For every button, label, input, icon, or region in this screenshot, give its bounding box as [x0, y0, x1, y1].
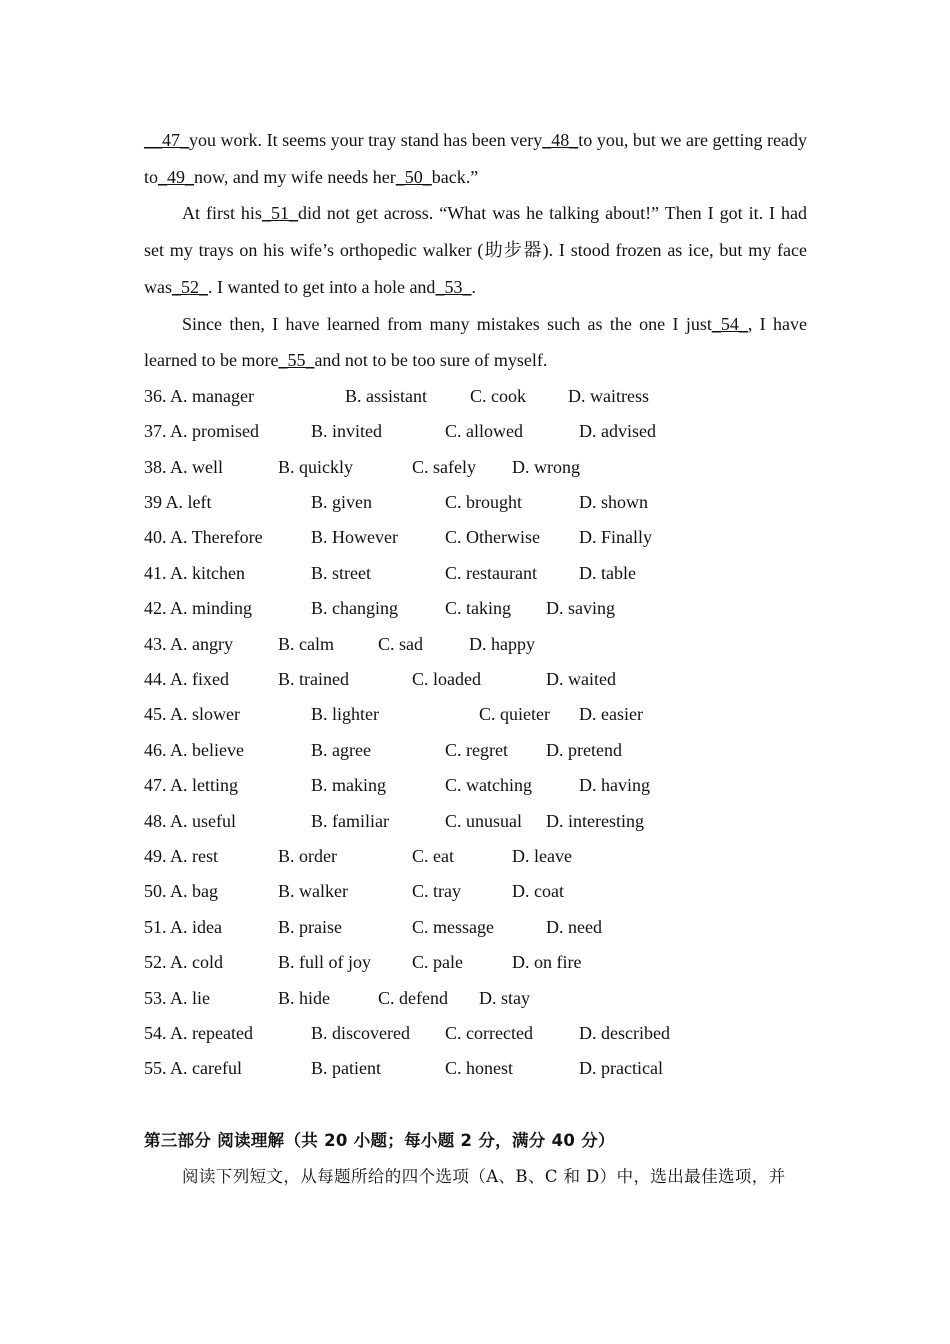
exam-page	[144, 122, 807, 1195]
text: did not get across. “What was he talking about!” Then I got it. I had set my trays on his wife’s orthopedic walker (助步器). I stood frozen as ice, but my face was	[144, 203, 807, 297]
option-c: C. Otherwise	[445, 527, 540, 548]
passage-paragraph-2	[144, 195, 807, 305]
option-b: B. However	[311, 527, 398, 548]
option-c: C. allowed	[445, 421, 523, 442]
option-d: D. on fire	[512, 952, 582, 973]
option-d: D. easier	[579, 704, 643, 725]
blank-47: __47_	[144, 130, 189, 150]
option-a: 38. A. well	[144, 456, 223, 477]
text: now, and my wife needs her	[194, 166, 396, 187]
option-c: C. honest	[445, 1058, 514, 1079]
option-d: D. pretend	[546, 739, 622, 760]
option-c: C. sad	[378, 633, 423, 654]
option-b: B. familiar	[311, 810, 389, 831]
option-b: B. hide	[278, 987, 330, 1008]
option-b: B. given	[311, 492, 372, 513]
option-a: 45. A. slower	[144, 704, 240, 725]
option-c: C. regret	[445, 739, 508, 760]
option-b: B. order	[278, 846, 337, 866]
option-c: C. safely	[412, 456, 476, 477]
option-c: C. loaded	[412, 669, 481, 690]
blank-49: _49_	[158, 166, 195, 187]
question-options-list	[144, 379, 807, 1087]
option-d: D. interesting	[546, 810, 644, 831]
option-d: D. described	[579, 1022, 670, 1043]
option-c: C. message	[412, 916, 494, 937]
blank-55: _55_	[278, 350, 315, 371]
question-row-38	[144, 450, 807, 485]
option-a: 46. A. believe	[144, 739, 244, 760]
option-d: D. having	[579, 775, 650, 796]
text: back.”	[431, 166, 479, 187]
question-row-55	[144, 1051, 807, 1086]
question-row-41	[144, 556, 807, 591]
option-c: C. cook	[470, 385, 526, 406]
text: Since then, I have learned from many mistakes such as the one I just	[182, 313, 712, 334]
option-b: B. discovered	[311, 1022, 410, 1043]
option-c: C. quieter	[479, 704, 550, 725]
option-a: 43. A. angry	[144, 633, 233, 654]
question-row-36	[144, 379, 807, 414]
passage-paragraph-3	[144, 306, 807, 379]
section-title: 第三部分 阅读理解（共 20 小题；每小题 2 分，满分 40 分）	[144, 1130, 615, 1150]
option-a: 53. A. lie	[144, 987, 210, 1008]
blank-52: _52_	[172, 276, 208, 297]
option-d: D. waited	[546, 669, 616, 690]
option-d: D. waitress	[568, 385, 649, 406]
option-b: B. full of joy	[278, 952, 371, 973]
option-b: B. making	[311, 775, 386, 796]
question-row-49	[144, 839, 807, 874]
question-row-43	[144, 627, 807, 662]
question-row-40	[144, 520, 807, 555]
option-d: D. happy	[469, 633, 535, 654]
question-row-51	[144, 910, 807, 945]
option-b: B. patient	[311, 1058, 381, 1079]
option-c: C. eat	[412, 846, 454, 866]
passage-paragraph-1	[144, 122, 807, 195]
option-b: B. invited	[311, 421, 382, 442]
question-row-46	[144, 733, 807, 768]
blank-48: _48_	[542, 130, 579, 150]
text: .	[471, 276, 476, 297]
blank-50: _50_	[395, 166, 432, 187]
option-a: 54. A. repeated	[144, 1022, 253, 1043]
text: and not to be too sure of myself.	[314, 350, 548, 371]
option-a: 41. A. kitchen	[144, 562, 245, 583]
text: you work. It seems your tray stand has been very	[189, 130, 543, 150]
option-d: D. Finally	[579, 527, 653, 548]
option-a: 50. A. bag	[144, 881, 218, 902]
option-d: D. advised	[579, 421, 656, 442]
option-c: C. watching	[445, 775, 532, 796]
option-a: 36. A. manager	[144, 385, 254, 406]
option-b: B. quickly	[278, 456, 353, 477]
question-row-54	[144, 1016, 807, 1051]
option-c: C. brought	[445, 492, 523, 513]
blank-53: _53_	[435, 276, 472, 297]
option-a: 49. A. rest	[144, 846, 218, 866]
option-a: 47. A. letting	[144, 775, 238, 796]
option-d: D. stay	[479, 987, 530, 1008]
option-b: B. changing	[311, 598, 398, 619]
option-d: D. leave	[512, 846, 572, 866]
question-row-39	[144, 485, 807, 520]
option-a: 40. A. Therefore	[144, 527, 263, 548]
option-a: 55. A. careful	[144, 1058, 242, 1079]
option-a: 48. A. useful	[144, 810, 236, 831]
option-b: B. agree	[311, 739, 371, 760]
text: . I wanted to get into a hole and	[208, 276, 436, 297]
option-a: 52. A. cold	[144, 952, 223, 973]
option-a: 51. A. idea	[144, 916, 222, 937]
option-a: 44. A. fixed	[144, 669, 229, 690]
text: At first his	[182, 203, 262, 224]
text: , I have learned to be more	[144, 313, 807, 371]
option-b: B. calm	[278, 633, 334, 654]
option-b: B. lighter	[311, 704, 379, 725]
option-c: C. tray	[412, 881, 461, 902]
option-a: 39 A. left	[144, 492, 212, 513]
blank-54: _54_	[711, 313, 748, 334]
option-d: D. wrong	[512, 456, 580, 477]
question-row-48	[144, 804, 807, 839]
option-c: C. corrected	[445, 1022, 533, 1043]
option-d: D. need	[546, 916, 602, 937]
option-b: B. street	[311, 562, 371, 583]
option-c: C. defend	[378, 987, 448, 1008]
text: to you, but we are getting ready to	[144, 130, 807, 187]
question-row-44	[144, 662, 807, 697]
option-b: B. trained	[278, 669, 349, 690]
option-d: D. table	[579, 562, 636, 583]
option-c: C. unusual	[445, 810, 523, 831]
option-d: D. practical	[579, 1058, 663, 1079]
option-a: 42. A. minding	[144, 598, 253, 619]
question-row-37	[144, 414, 807, 449]
option-c: C. restaurant	[445, 562, 537, 583]
section-instruction: 阅读下列短文，从每题所给的四个选项（A、B、C 和 D）中，选出最佳选项，并	[182, 1166, 786, 1186]
option-b: B. praise	[278, 916, 342, 937]
option-b: B. assistant	[345, 385, 428, 406]
question-row-50	[144, 874, 807, 909]
question-row-53	[144, 981, 807, 1016]
option-c: C. taking	[445, 598, 511, 619]
question-row-42	[144, 591, 807, 626]
question-row-47	[144, 768, 807, 803]
question-row-52	[144, 945, 807, 980]
question-row-45	[144, 697, 807, 732]
option-d: D. shown	[579, 492, 649, 513]
option-a: 37. A. promised	[144, 421, 259, 442]
option-d: D. saving	[546, 598, 615, 619]
option-c: C. pale	[412, 952, 463, 973]
option-d: D. coat	[512, 881, 564, 902]
option-b: B. walker	[278, 881, 348, 902]
blank-51: _51_	[261, 203, 298, 224]
